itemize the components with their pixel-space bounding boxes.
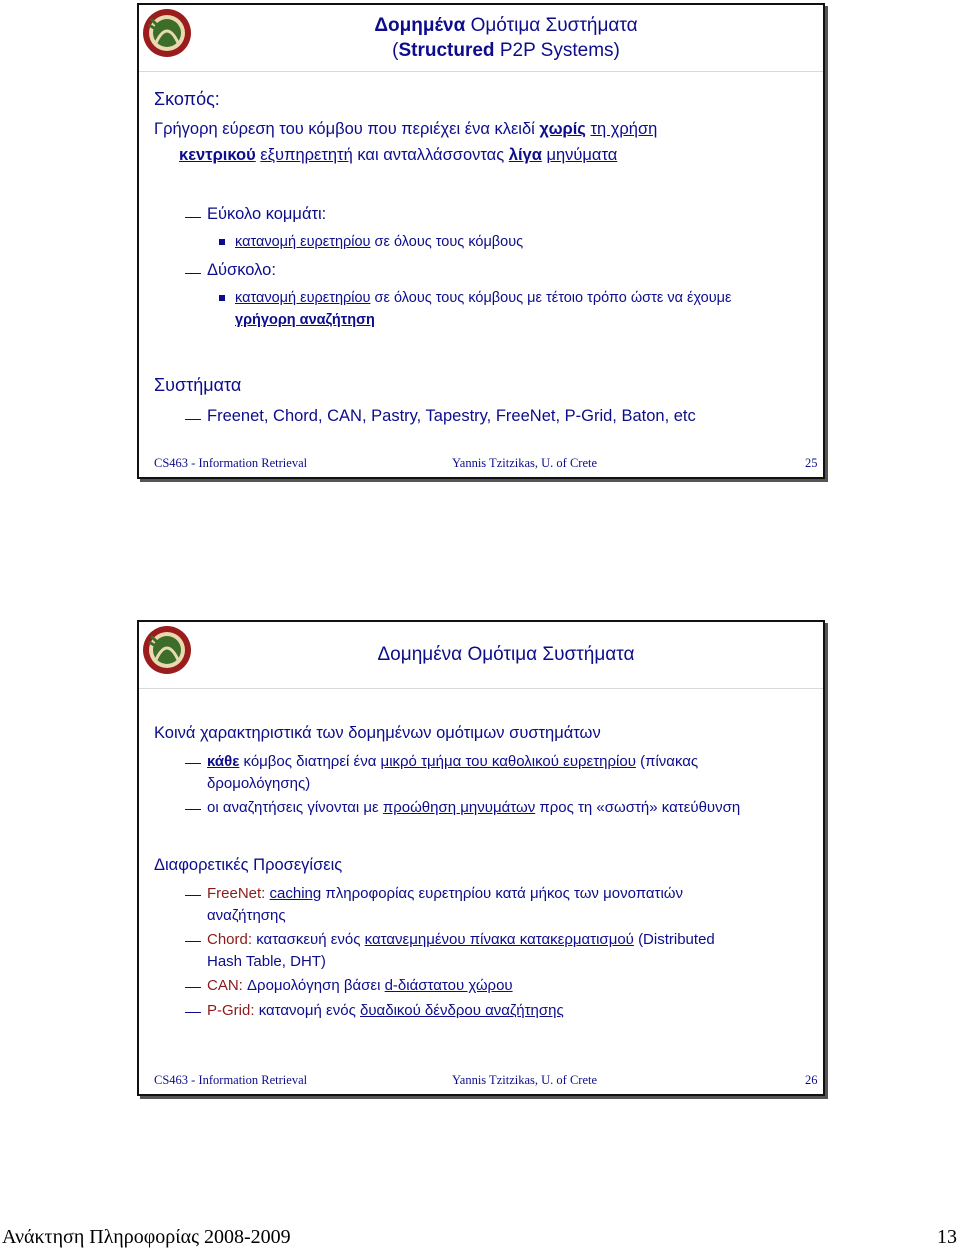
hard-item-line-1 — [235, 290, 731, 306]
can-label: CAN: — [207, 977, 243, 994]
page-footer-course-year: Ανάκτηση Πληροφορίας 2008-2009 — [2, 1226, 291, 1248]
chord-construction: κατασκευή ενός — [256, 931, 361, 948]
page-number: 13 — [937, 1226, 957, 1248]
small-part-of-index: μικρό τμήμα του καθολικού ευρετηρίου — [380, 753, 636, 770]
common-item-2 — [207, 799, 740, 816]
approach-chord-line-1 — [207, 931, 715, 948]
slide-title: Δομημένα Ομότιμα Συστήματα — [377, 644, 635, 665]
routing-table-open: (πίνακας — [640, 753, 699, 770]
footer-course: CS463 - Information Retrieval — [154, 456, 308, 470]
footer-slide-number: 26 — [805, 1073, 818, 1087]
title-rest: Ομότιμα Συστήματα — [470, 15, 638, 36]
footer-slide-number: 25 — [805, 456, 818, 470]
slide-title — [199, 13, 813, 38]
approach-freenet-line-1 — [207, 885, 683, 902]
slide-subtitle — [199, 38, 813, 63]
hard-item-line-2 — [235, 312, 375, 328]
square-bullet — [219, 239, 225, 245]
searches-via: οι αναζητήσεις γίνονται με — [207, 799, 379, 816]
dash-bullet — [185, 809, 201, 810]
goal-messages: μηνύματα — [546, 146, 618, 164]
every-node: κάθε — [207, 753, 240, 770]
to-all-nodes: σε όλους τους κόμβους — [374, 234, 524, 250]
chord-label: Chord: — [207, 931, 253, 948]
approach-pgrid — [207, 1002, 564, 1019]
easy-label: Εύκολο κομμάτι: — [207, 205, 327, 223]
message-forwarding: προώθηση μηνυμάτων — [382, 799, 536, 816]
systems-list: Freenet, Chord, CAN, Pastry, Tapestry, FreeNet, P-Grid, Baton, etc — [207, 407, 696, 425]
goal-server: εξυπηρετητή — [260, 146, 353, 164]
dash-bullet — [185, 987, 201, 988]
goal-use: τη χρήση — [590, 120, 658, 138]
index-distribution: κατανομή ευρετηρίου — [235, 290, 371, 306]
dash-bullet — [185, 1012, 201, 1013]
distributed-open: (Distributed — [638, 931, 715, 948]
right-direction: προς τη «σωστή» κατεύθυνση — [539, 799, 741, 816]
goal-heading: Σκοπός: — [154, 89, 220, 109]
approach-can — [207, 977, 513, 994]
binary-search-tree: δυαδικού δένδρου αναζήτησης — [360, 1002, 564, 1019]
dash-bullet — [185, 763, 201, 764]
dash-bullet — [185, 895, 201, 896]
subtitle-rest: P2P Systems) — [499, 40, 620, 61]
footer-author: Yannis Tzitzikas, U. of Crete — [452, 1073, 598, 1087]
dash-bullet — [185, 217, 201, 218]
header-divider — [139, 71, 823, 72]
slide-25 — [137, 3, 825, 479]
goal-exchanging: και ανταλλάσσοντας — [357, 146, 505, 164]
pgrid-label: P-Grid: — [207, 1002, 255, 1019]
easy-item — [235, 234, 523, 250]
goal-text: Γρήγορη εύρεση του κόμβου που περιέχει ένα κλειδί — [154, 120, 535, 138]
goal-line-1 — [154, 120, 657, 139]
header-divider — [139, 688, 823, 689]
footer-author: Yannis Tzitzikas, U. of Crete — [452, 456, 598, 470]
pgrid-distribution: κατανομή ενός — [258, 1002, 356, 1019]
goal-emphasis-central: κεντρικού — [179, 146, 256, 164]
footer-course: CS463 - Information Retrieval — [154, 1073, 308, 1087]
dash-bullet — [185, 273, 201, 274]
approach-freenet-line-2: αναζήτησης — [207, 907, 286, 924]
to-all-nodes-such-that: σε όλους τους κόμβους με τέτοιο τρόπο ώστε να έχουμε — [374, 290, 732, 306]
square-bullet — [219, 295, 225, 301]
goal-emphasis-without: χωρίς — [539, 120, 586, 138]
subtitle-open: ( — [392, 40, 399, 61]
university-crest-icon — [141, 7, 193, 59]
freenet-label: FreeNet: — [207, 885, 266, 902]
slide-26 — [137, 620, 825, 1096]
approaches-heading: Διαφορετικές Προσεγίσεις — [154, 856, 343, 874]
fast-search: γρήγορη αναζήτηση — [235, 312, 375, 328]
dash-bullet — [185, 941, 201, 942]
index-distribution: κατανομή ευρετηρίου — [235, 234, 371, 250]
dash-bullet — [185, 419, 201, 420]
university-crest-icon — [141, 624, 193, 676]
goal-emphasis-few: λίγα — [508, 146, 542, 164]
node-keeps: κόμβος διατηρεί ένα — [243, 753, 377, 770]
common-item-1-line-1 — [207, 753, 698, 770]
freenet-description: πληροφορίας ευρετηρίου κατά μήκος των μονοπατιών — [325, 885, 683, 902]
distributed-hash-table: κατανεμημένου πίνακα κατακερματισμού — [364, 931, 634, 948]
can-routing: Δρομολόγηση βάσει — [247, 977, 381, 994]
subtitle-bold: Structured — [398, 40, 495, 61]
d-dimensional-space: d-διάστατου χώρου — [384, 977, 513, 994]
title-bold: Δομημένα — [374, 15, 466, 36]
approach-chord-line-2: Hash Table, DHT) — [207, 953, 326, 970]
caching: caching — [269, 885, 322, 902]
goal-line-2 — [179, 146, 617, 165]
common-item-1-line-2: δρομολόγησης) — [207, 775, 311, 792]
hard-label: Δύσκολο: — [207, 261, 276, 279]
common-features-heading: Κοινά χαρακτηριστικά των δομημένων ομότιμων συστημάτων — [154, 724, 601, 742]
systems-heading: Συστήματα — [154, 375, 242, 395]
